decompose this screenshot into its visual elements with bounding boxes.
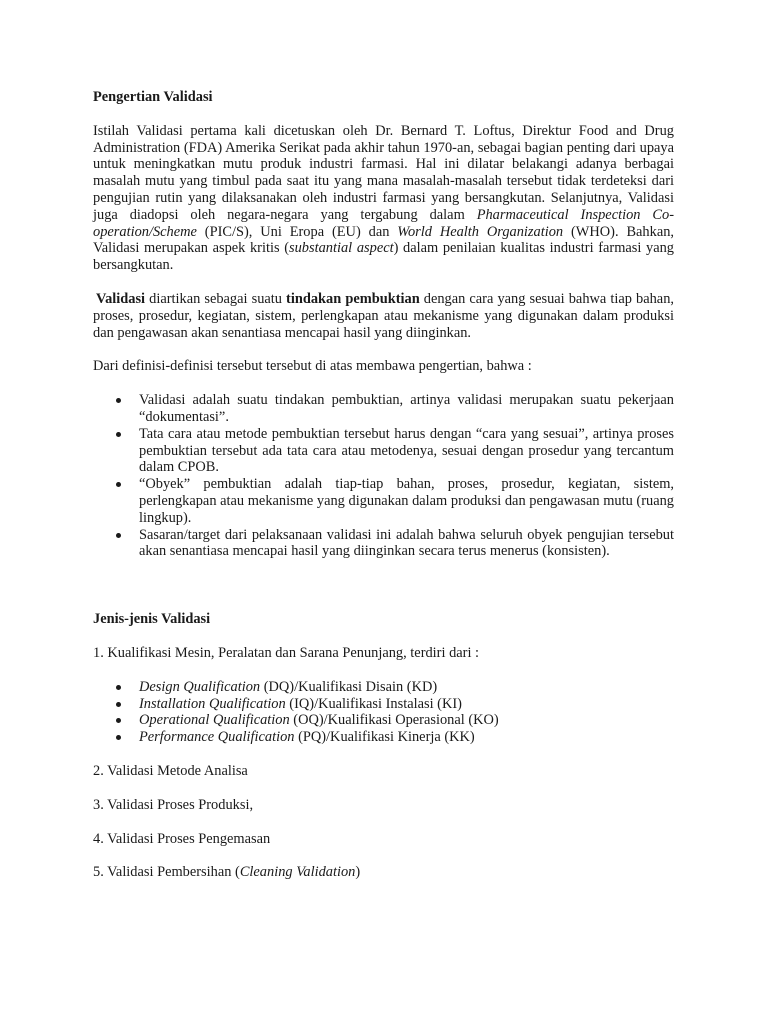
italic-term-pics: Pharmaceutical Inspection Co-operation/Scheme xyxy=(93,206,674,240)
list-item xyxy=(93,476,674,526)
numbered-item-3: 3. Validasi Proses Produksi, xyxy=(93,796,254,813)
paragraph-istilah-validasi xyxy=(93,123,674,274)
qualification-name: Performance Qualification xyxy=(139,729,295,746)
list-item xyxy=(93,426,674,476)
numbered-item-1: 1. Kualifikasi Mesin, Peralatan dan Sarana Penunjang, terdiri dari : xyxy=(93,644,480,661)
bullet-list-pengertian xyxy=(93,392,674,560)
italic-term-cleaning-validation: Cleaning Validation xyxy=(239,864,356,881)
bullet-icon xyxy=(116,432,121,437)
bullet-icon xyxy=(116,533,121,538)
text-run: ) xyxy=(355,864,361,881)
list-item xyxy=(93,712,674,729)
qualification-detail: (IQ)/Kualifikasi Instalasi (KI) xyxy=(285,695,462,712)
qualification-name: Design Qualification xyxy=(139,678,261,695)
list-item xyxy=(93,679,674,696)
bold-term-tindakan-pembuktian: tindakan pembuktian xyxy=(286,290,420,307)
bullet-icon xyxy=(116,702,121,707)
list-item-text: Sasaran/target dari pelaksanaan validasi ini adalah bahwa seluruh obyek pengujian tersebut akan senantiasa mencapai hasil yang diinginkan secara terus menerus (konsisten). xyxy=(139,526,674,560)
paragraph-pengertian-intro: Dari definisi-definisi tersebut tersebut di atas membawa pengertian, bahwa : xyxy=(93,358,532,375)
list-item xyxy=(93,527,674,561)
bullet-icon xyxy=(116,398,121,403)
italic-term-substantial-aspect: substantial aspect xyxy=(289,240,394,257)
bullet-icon xyxy=(116,718,121,723)
qualification-name: Installation Qualification xyxy=(139,695,286,712)
text-run: ) dalam penilaian kualitas industri farmasi yang bersangkutan. xyxy=(93,240,675,274)
bullet-icon xyxy=(116,685,121,690)
list-item-text: “Obyek” pembuktian adalah tiap-tiap bahan, proses, prosedur, kegiatan, sistem, perlengkapan atau mekanisme yang digunakan dalam produksi dan pengawasan mutu (ruang lingkup). xyxy=(139,476,674,526)
list-item-text: Validasi adalah suatu tindakan pembuktian, artinya validasi merupakan suatu pekerjaan “dokumentasi”. xyxy=(139,392,674,425)
qualification-name: Operational Qualification xyxy=(139,712,290,729)
list-item-text: Tata cara atau metode pembuktian tersebut harus dengan “cara yang sesuai”, artinya proses pembuktian tersebut ada tata cara atau metodenya, sesuai dengan prosedur yang tercantum dalam CPOB. xyxy=(139,425,674,476)
list-item xyxy=(93,729,674,746)
qualification-detail: (DQ)/Kualifikasi Disain (KD) xyxy=(260,678,438,695)
numbered-item-4: 4. Validasi Proses Pengemasan xyxy=(93,830,271,847)
italic-term-who: World Health Organization xyxy=(397,223,564,240)
bullet-icon xyxy=(116,482,121,487)
text-run: 5. Validasi Pembersihan ( xyxy=(93,864,240,881)
text-run: dengan cara yang sesuai bahwa tiap bahan, proses, prosedur, kegiatan, sistem, perlengkapan atau mekanisme yang digunakan dalam produksi dan pengawasan akan senantiasa mencapai hasil yang diinginkan. xyxy=(93,290,674,341)
text-run: Istilah Validasi pertama kali dicetuskan oleh Dr. Bernard T. Loftus, Direktur Food and Drug Administration (FDA) Amerika Serikat pada akhir tahun 1970-an, sebagai bagian penting dari upaya untuk meningkatkan mutu produk industri farmasi. Hal ini dilatar belakangi adanya berbagai masalah mutu yang timbul pada saat itu yang mana masalah-masalah tersebut tidak terdeteksi dari pengujian rutin yang dilaksanakan oleh industri farmasi yang bersangkutan. Selanjutnya, Validasi juga diadopsi oleh negara-negara yang tergabung dalam xyxy=(93,122,674,223)
qualification-detail: (OQ)/Kualifikasi Operasional (KO) xyxy=(289,712,499,729)
text-run: diartikan sebagai suatu xyxy=(145,290,287,307)
list-item xyxy=(93,392,674,426)
section-heading-jenis-jenis: Jenis-jenis Validasi xyxy=(93,611,211,628)
section-heading-pengertian: Pengertian Validasi xyxy=(93,89,213,105)
bullet-icon xyxy=(116,735,121,740)
qualification-detail: (PQ)/Kualifikasi Kinerja (KK) xyxy=(294,729,475,746)
bullet-list-kualifikasi xyxy=(93,679,674,746)
numbered-item-5 xyxy=(93,864,674,881)
text-run: (PIC/S), Uni Eropa (EU) dan xyxy=(196,223,398,240)
text-run: (WHO). Bahkan, Validasi merupakan aspek kritis ( xyxy=(93,223,675,257)
paragraph-definisi-validasi xyxy=(93,291,674,341)
bold-term-validasi: Validasi xyxy=(96,290,146,307)
document-body xyxy=(93,89,674,881)
numbered-item-2: 2. Validasi Metode Analisa xyxy=(93,762,248,779)
list-item xyxy=(93,696,674,713)
